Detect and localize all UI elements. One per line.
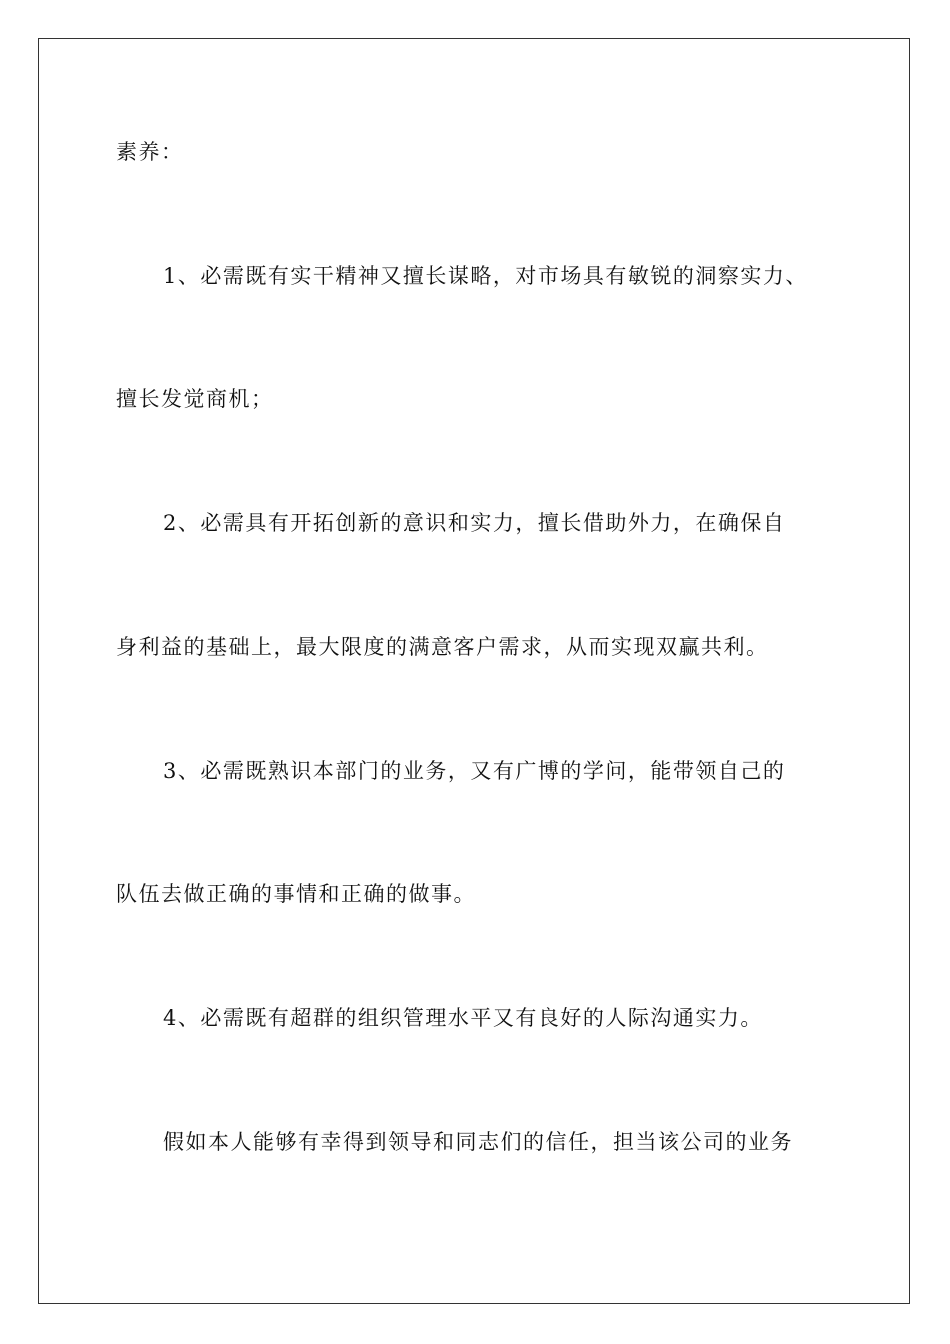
paragraph-2-line-1: 2、必需具有开拓创新的意识和实力，擅长借助外力，在确保自 — [163, 511, 786, 535]
paragraph-1-line-1: 1、必需既有实干精神又擅长谋略，对市场具有敏锐的洞察实力、 — [163, 264, 808, 288]
paragraph-2-line-2: 身利益的基础上，最大限度的满意客户需求，从而实现双赢共利。 — [116, 635, 769, 659]
page-border — [38, 38, 910, 1304]
paragraph-3-line-2: 队伍去做正确的事情和正确的做事。 — [116, 882, 476, 906]
paragraph-4-line-1: 4、必需既有超群的组织管理水平又有良好的人际沟通实力。 — [163, 1006, 763, 1030]
text-line-heading: 素养： — [116, 140, 184, 164]
paragraph-3-line-1: 3、必需既熟识本部门的业务，又有广博的学问，能带领自己的 — [163, 759, 786, 783]
paragraph-5-line-1: 假如本人能够有幸得到领导和同志们的信任，担当该公司的业务 — [163, 1130, 793, 1154]
paragraph-1-line-2: 擅长发觉商机； — [116, 387, 274, 411]
